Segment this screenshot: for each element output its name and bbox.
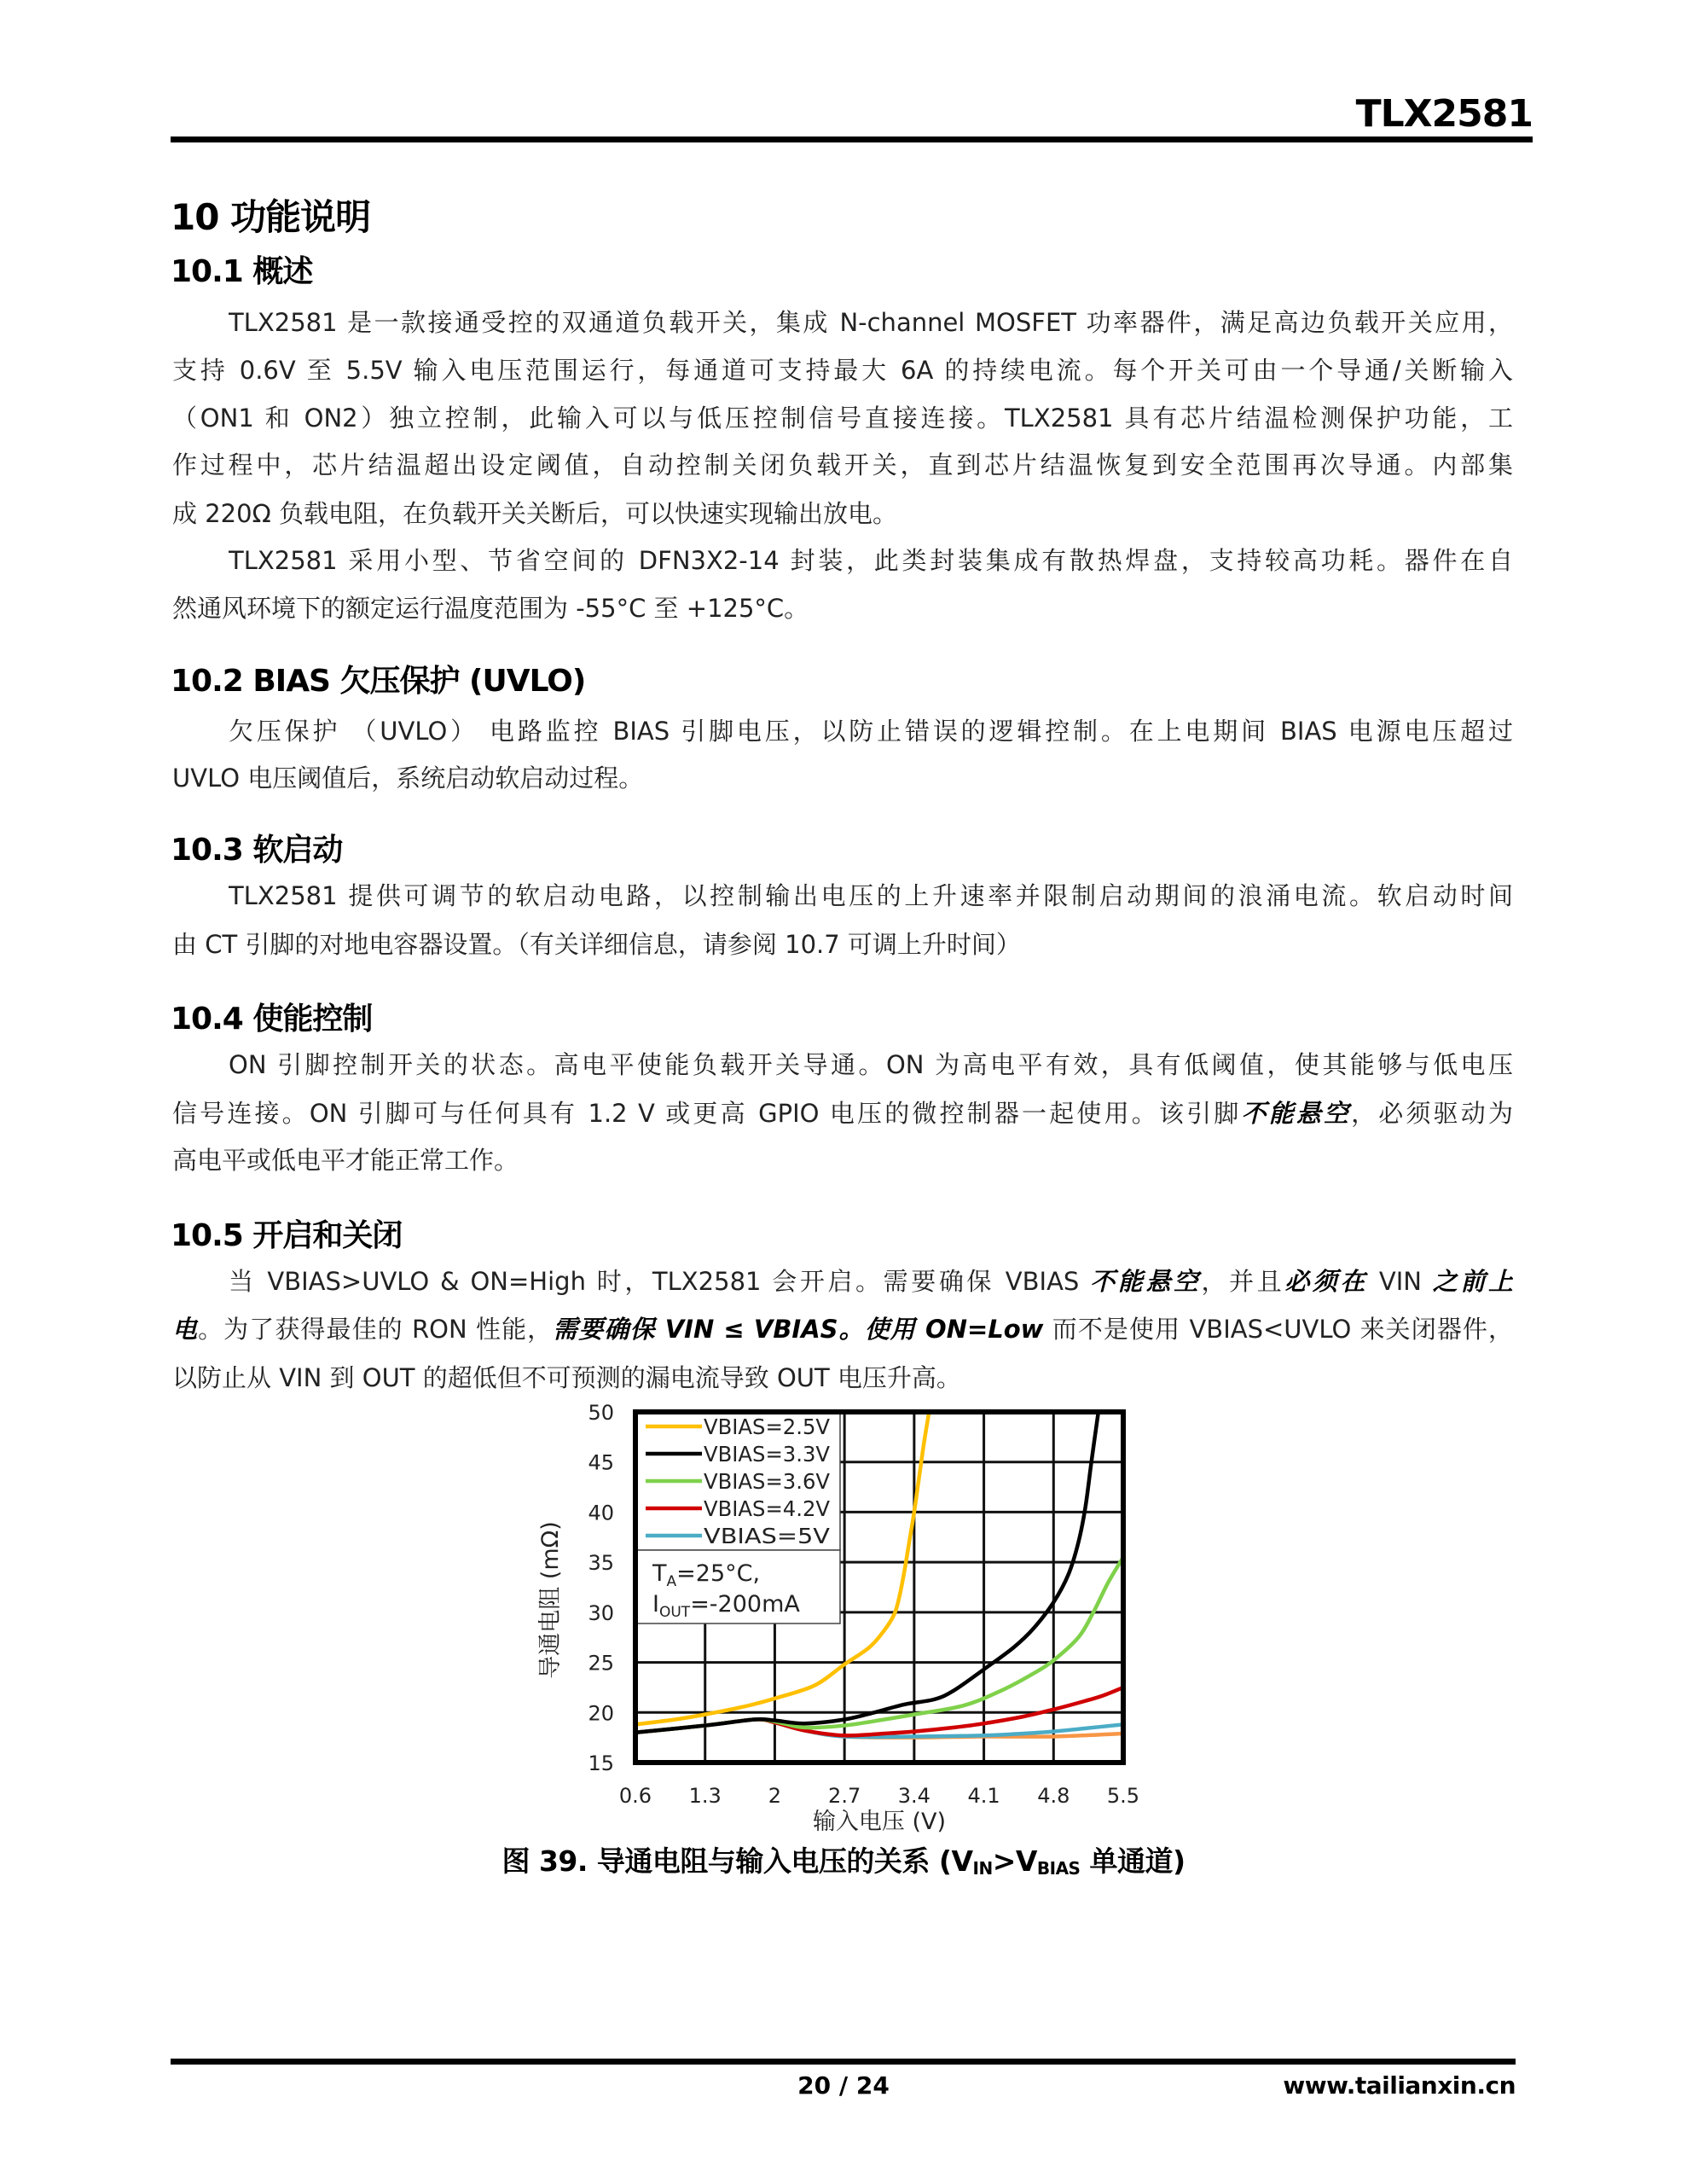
text-run: 而不是使用 VBIAS<UVLO 来关闭器件，: [1043, 1315, 1513, 1344]
x-tick-label: 1.3: [688, 1784, 722, 1808]
x-tick-label: 0.6: [618, 1784, 652, 1808]
x-tick-label: 3.4: [897, 1784, 930, 1808]
emphasis-text: 不能悬空: [1241, 1099, 1352, 1128]
paragraph-line: [172, 1312, 1513, 1346]
paragraph-line: 由 CT 引脚的对地电容器设置。（有关详细信息，请参阅 10.7 可调上升时间）: [172, 930, 1021, 959]
document-title: TLX2581: [1355, 92, 1533, 136]
y-tick-label: 35: [588, 1551, 614, 1576]
heading-10-4: 10.4 使能控制: [171, 1002, 373, 1037]
x-tick-labels: [619, 1784, 1139, 1808]
paragraph-line: TLX2581 采用小型、节省空间的 DFN3X2-14 封装，此类封装集成有散热焊盘，支持较高功耗。器件在自: [229, 546, 1513, 575]
caption-text: 图 39. 导通电阻与输入电压的关系 (V: [501, 1844, 973, 1878]
y-tick-label: 20: [588, 1701, 614, 1726]
paragraph-line: TLX2581 提供可调节的软启动电路，以控制输出电压的上升速率并限制启动期间的浪涌电流。软启动时间: [229, 881, 1513, 910]
paragraph-line: [172, 1096, 1513, 1130]
paragraph-line: 成 220Ω 负载电阻，在负载开关关断后，可以快速实现输出放电。: [172, 499, 897, 528]
x-tick-label: 5.5: [1106, 1784, 1140, 1808]
emphasis-text: 电: [172, 1315, 199, 1344]
text-run: ，必须驱动为: [1351, 1099, 1513, 1128]
figure-caption: [0, 1839, 1687, 1879]
paragraph-line: TLX2581 是一款接通受控的双通道负载开关，集成 N-channel MOSFET 功率器件，满足高边负载开关应用，: [229, 308, 1513, 337]
text-run: 当 VBIAS>UVLO & ON=High 时，TLX2581 会开启。需要确保 VBIAS: [229, 1267, 1091, 1296]
heading-10-3: 10.3 软启动: [171, 833, 343, 868]
paragraph-line: 欠压保护 （UVLO） 电路监控 BIAS 引脚电压，以防止错误的逻辑控制。在上电期间 BIAS 电源电压超过: [229, 717, 1513, 746]
paragraph-line: （ON1 和 ON2）独立控制，此输入可以与低压控制信号直接连接。TLX2581 具有芯片结温检测保护功能，工: [172, 404, 1513, 433]
legend-label: VBIAS=4.2V: [704, 1496, 830, 1521]
caption-text: 单通道): [1080, 1844, 1186, 1878]
x-tick-label: 4.1: [967, 1784, 1000, 1808]
chart-annotation: [635, 1550, 840, 1623]
text-run: VIN: [1368, 1267, 1433, 1296]
website-link[interactable]: www.tailianxin.cn: [1283, 2071, 1516, 2100]
paragraph-line: 以防止从 VIN 到 OUT 的超低但不可预测的漏电流导致 OUT 电压升高。: [172, 1363, 961, 1392]
y-tick-label: 50: [588, 1401, 614, 1425]
x-tick-label: 2.7: [828, 1784, 861, 1808]
text-run: 信号连接。ON 引脚可与任何具有 1.2 V 或更高 GPIO 电压的微控制器一起使用。该引脚: [172, 1099, 1242, 1128]
paragraph-line: ON 引脚控制开关的状态。高电平使能负载开关导通。ON 为高电平有效，具有低阈值，使其能够与低电压: [229, 1050, 1513, 1079]
paragraph-line: 高电平或低电平才能正常工作。: [172, 1146, 519, 1175]
emphasis-text: 不能悬空: [1090, 1267, 1202, 1296]
heading-10-2: 10.2 BIAS 欠压保护 (UVLO): [171, 664, 586, 699]
legend-label: VBIAS=3.6V: [704, 1469, 830, 1494]
text-run: 。为了获得最佳的 RON 性能，: [198, 1315, 554, 1344]
header-rule: [171, 136, 1533, 142]
emphasis-text: 必须在: [1284, 1267, 1369, 1296]
chart-legend: [635, 1412, 840, 1550]
heading-10-1: 10.1 概述: [171, 254, 313, 289]
legend-label: VBIAS=3.3V: [704, 1442, 830, 1467]
footer-rule: [171, 2059, 1516, 2065]
emphasis-text: 之前上: [1432, 1267, 1513, 1296]
y-tick-label: 45: [588, 1450, 614, 1475]
y-tick-labels: [588, 1401, 614, 1775]
annotation-temperature: $T_A=25^\circ C$,: [652, 1560, 761, 1590]
y-axis-label: 导通电阻 (mΩ): [537, 1521, 564, 1679]
caption-text: >V: [992, 1844, 1037, 1878]
caption-subscript: BIAS: [1036, 1858, 1081, 1879]
legend-label: VBIAS=2.5V: [704, 1414, 830, 1439]
emphasis-text: 需要确保 VIN ≤ VBIAS。使用 ON=Low: [553, 1315, 1044, 1344]
y-tick-label: 30: [588, 1600, 614, 1625]
legend-label: VBIAS=5V: [704, 1524, 830, 1548]
y-tick-label: 40: [588, 1501, 614, 1525]
caption-subscript: IN: [972, 1858, 993, 1879]
x-tick-label: 2: [768, 1784, 782, 1808]
text-run: ，并且: [1201, 1267, 1285, 1296]
page-number-text: 20 / 24: [797, 2071, 890, 2100]
section-title: 10 功能说明: [171, 196, 371, 238]
paragraph-line: UVLO 电压阈值后，系统启动软启动过程。: [172, 764, 644, 793]
heading-10-5: 10.5 开启和关闭: [171, 1218, 403, 1253]
x-tick-label: 4.8: [1037, 1784, 1070, 1808]
x-axis-label: 输入电压 (V): [812, 1809, 947, 1834]
paragraph-line: [229, 1264, 1513, 1298]
paragraph-line: 支持 0.6V 至 5.5V 输入电压范围运行，每通道可支持最大 6A 的持续电流。每个开关可由一个导通/关断输入: [172, 356, 1513, 385]
ron-vs-vin-chart: [512, 1391, 1160, 1834]
y-tick-label: 25: [588, 1651, 614, 1676]
y-tick-label: 15: [588, 1751, 614, 1775]
paragraph-line: 然通风环境下的额定运行温度范围为 -55°C 至 +125°C。: [172, 594, 809, 623]
annotation-current: $I_{OUT}=-200mA$: [652, 1591, 800, 1621]
paragraph-line: 作过程中，芯片结温超出设定阈值，自动控制关闭负载开关，直到芯片结温恢复到安全范围再次导通。内部集: [172, 450, 1513, 479]
